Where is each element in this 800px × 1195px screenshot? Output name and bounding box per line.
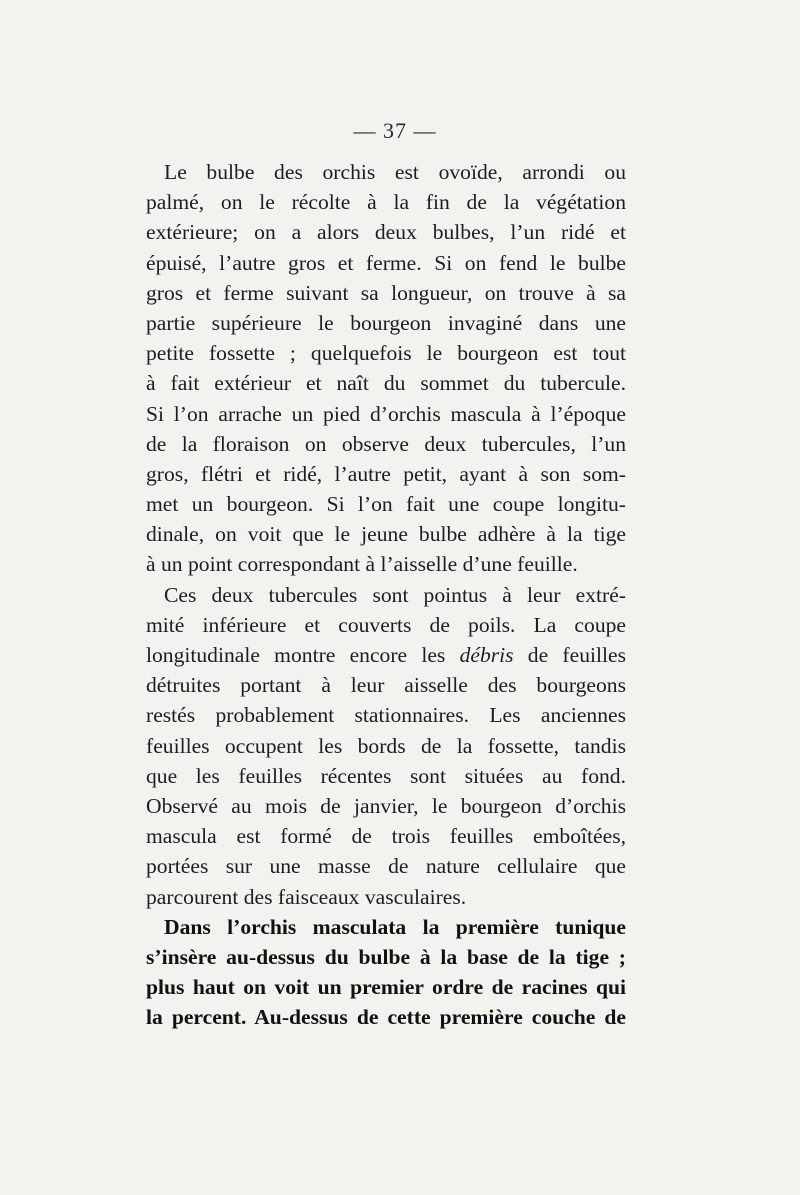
text-line: portées sur une masse de nature cellulaire que [146, 854, 626, 879]
text-line: à fait extérieur et naît du sommet du tubercule. [146, 371, 626, 396]
text-line: Observé au mois de janvier, le bourgeon d’orchis [146, 793, 626, 818]
text-line: dinale, on voit que le jeune bulbe adhère à la tige [146, 522, 626, 547]
paragraph-2 [146, 580, 626, 912]
text-segment: longitudinale montre encore les [146, 643, 446, 667]
text-line: détruites portant à leur aisselle des bourgeons [146, 673, 626, 698]
text-line: gros, flétri et ridé, l’autre petit, ayant à son som- [146, 461, 626, 486]
text-line: la percent. Au-dessus de cette première couche de [146, 1005, 626, 1030]
text-line: Dans l’orchis masculata la première tunique [164, 914, 626, 939]
text-line: mascula est formé de trois feuilles emboîtées, [146, 824, 626, 849]
text-line: s’insère au-dessus du bulbe à la base de la tige ; [146, 944, 626, 969]
text-line: Le bulbe des orchis est ovoïde, arrondi ou [164, 160, 626, 184]
page-number: — 37 — [353, 118, 437, 143]
text-line: restés probablement stationnaires. Les anciennes [146, 703, 626, 728]
text-line: Si l’on arrache un pied d’orchis mascula à l’époque [146, 401, 626, 426]
text-line: parcourent des faisceaux vasculaires. [146, 884, 467, 909]
paragraph-1 [146, 157, 626, 580]
italic-word: débris [459, 643, 514, 667]
text-line: épuisé, l’autre gros et ferme. Si on fend le bulbe [146, 250, 626, 275]
paragraph-3 [146, 912, 626, 1033]
text-line: palmé, on le récolte à la fin de la végétation [146, 190, 626, 215]
text-segment: de feuilles [527, 643, 626, 667]
text-line: Ces deux tubercules sont pointus à leur extré- [164, 582, 626, 607]
text-line: gros et ferme suivant sa longueur, on trouve à sa [146, 280, 626, 305]
text-line: à un point correspondant à l’aisselle d’une feuille. [146, 552, 578, 577]
body-text [146, 157, 626, 1032]
text-line: extérieure; on a alors deux bulbes, l’un ridé et [146, 220, 626, 245]
text-line: plus haut on voit un premier ordre de racines qui [146, 975, 626, 1000]
text-line: met un bourgeon. Si l’on fait une coupe longitu- [146, 492, 626, 517]
text-line: petite fossette ; quelquefois le bourgeon est tout [146, 341, 626, 366]
text-line: feuilles occupent les bords de la fossette, tandis [146, 733, 626, 758]
text-line: partie supérieure le bourgeon invaginé dans une [146, 310, 626, 335]
text-line-with-italic [146, 640, 626, 670]
text-line: mité inférieure et couverts de poils. La coupe [146, 612, 626, 637]
text-line: que les feuilles récentes sont situées au fond. [146, 763, 626, 788]
text-line: de la floraison on observe deux tubercules, l’un [146, 431, 626, 456]
